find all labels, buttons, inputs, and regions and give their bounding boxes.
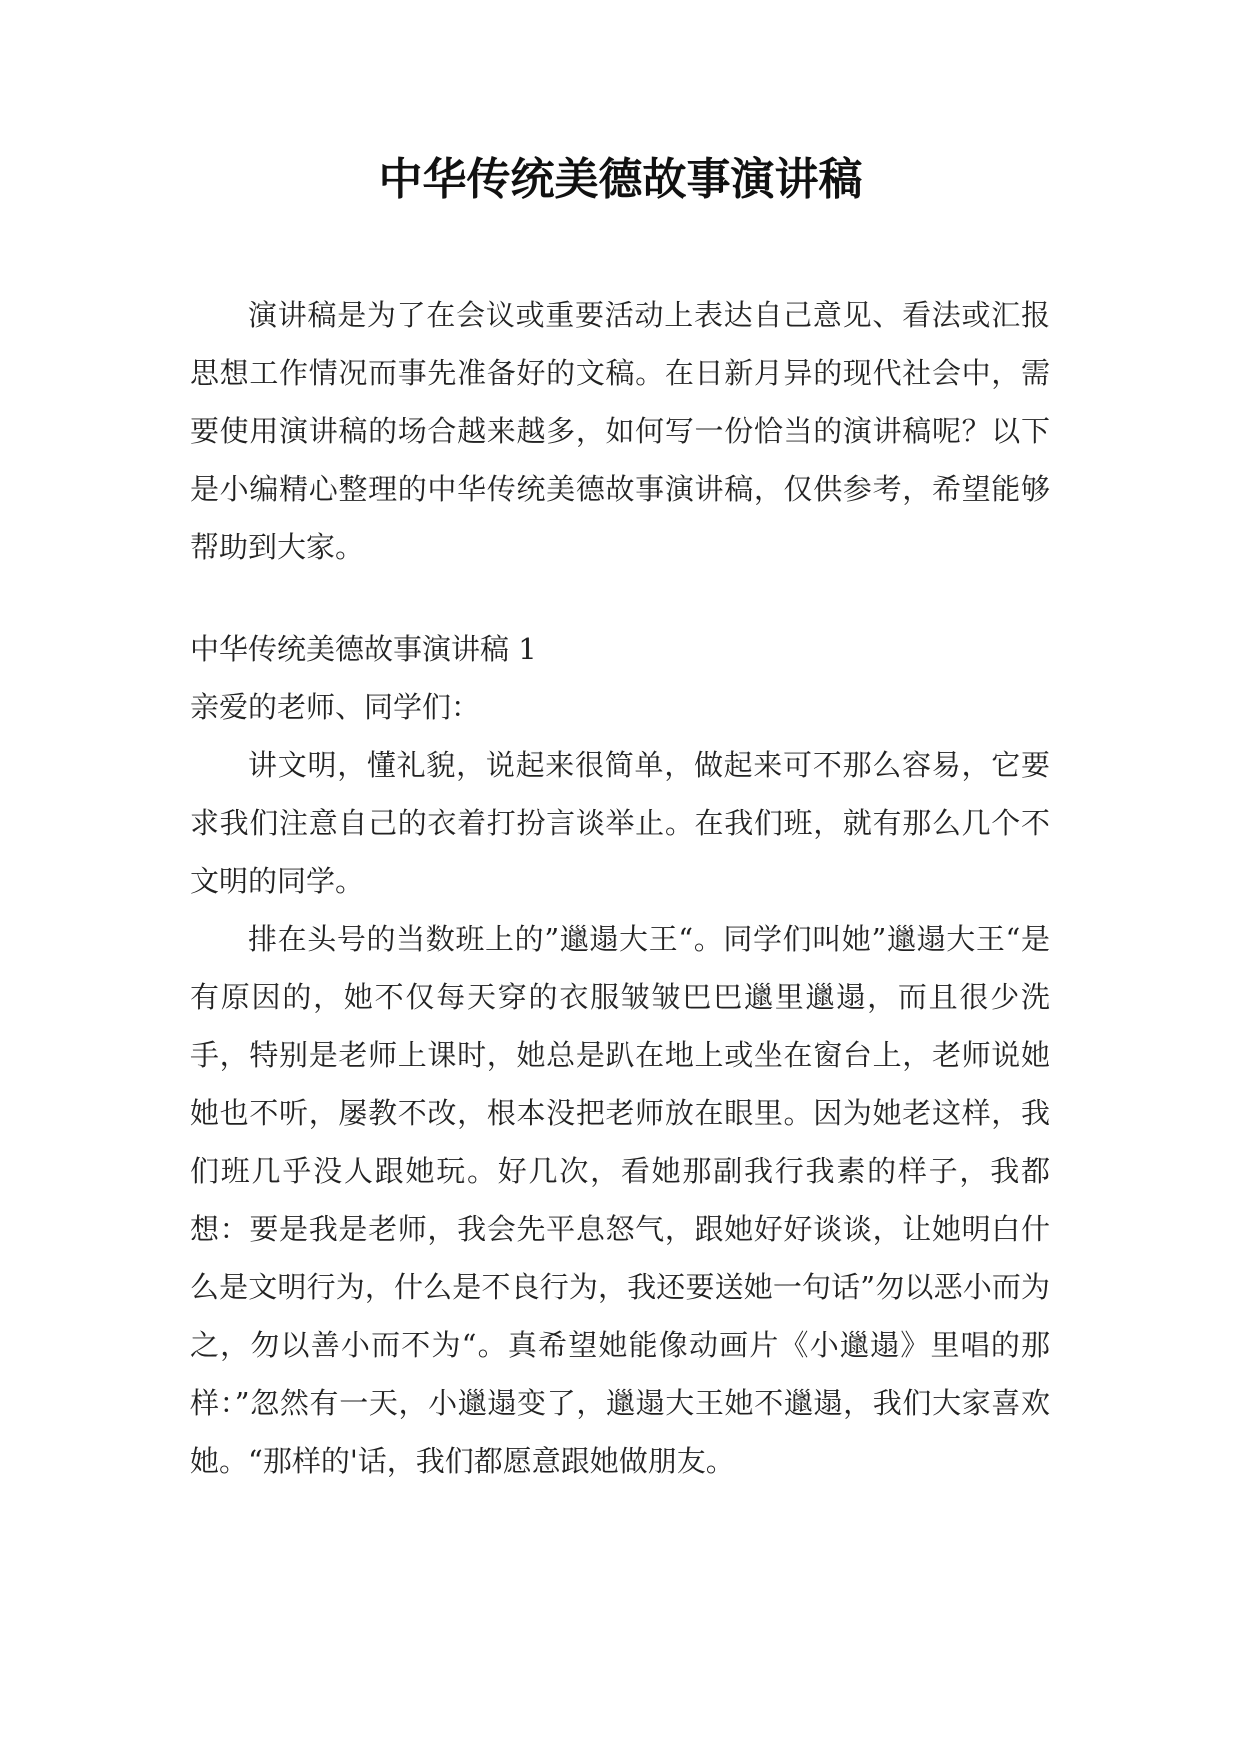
- intro-paragraph: 演讲稿是为了在会议或重要活动上表达自己意见、看法或汇报思想工作情况而事先准备好的文稿。在日新月异的现代社会中，需要使用演讲稿的场合越来越多，如何写一份恰当的演讲稿呢？以下是小编精心整理的中华传统美德故事演讲稿，仅供参考，希望能够帮助到大家。: [190, 298, 1050, 564]
- section-heading: 中华传统美德故事演讲稿 1: [190, 632, 537, 666]
- body-paragraph-2: 排在头号的当数班上的”邋遢大王“。同学们叫她”邋遢大王“是有原因的，她不仅每天穿的衣服皱皱巴巴邋里邋遢，而且很少洗手，特别是老师上课时，她总是趴在地上或坐在窗台上，老师说她她也不听，屡教不改，根本没把老师放在眼里。因为她老这样，我们班几乎没人跟她玩。好几次，看她那副我行我素的样子，我都想：要是我是老师，我会先平息怒气，跟她好好谈谈，让她明白什么是文明行为，什么是不良行为，我还要送她一句话”勿以恶小而为之，勿以善小而不为“。真希望她能像动画片《小邋遢》里唱的那样：”忽然有一天，小邋遢变了，邋遢大王她不邋遢，我们大家喜欢她。“那样的'话，我们都愿意跟她做朋友。: [190, 922, 1050, 1478]
- page-title: 中华传统美德故事演讲稿: [378, 154, 863, 205]
- body-paragraph-1: 讲文明，懂礼貌，说起来很简单，做起来可不那么容易，它要求我们注意自己的衣着打扮言谈举止。在我们班，就有那么几个不文明的同学。: [190, 748, 1050, 898]
- document-body: [190, 286, 1050, 1490]
- salutation: 亲爱的老师、同学们：: [190, 690, 481, 724]
